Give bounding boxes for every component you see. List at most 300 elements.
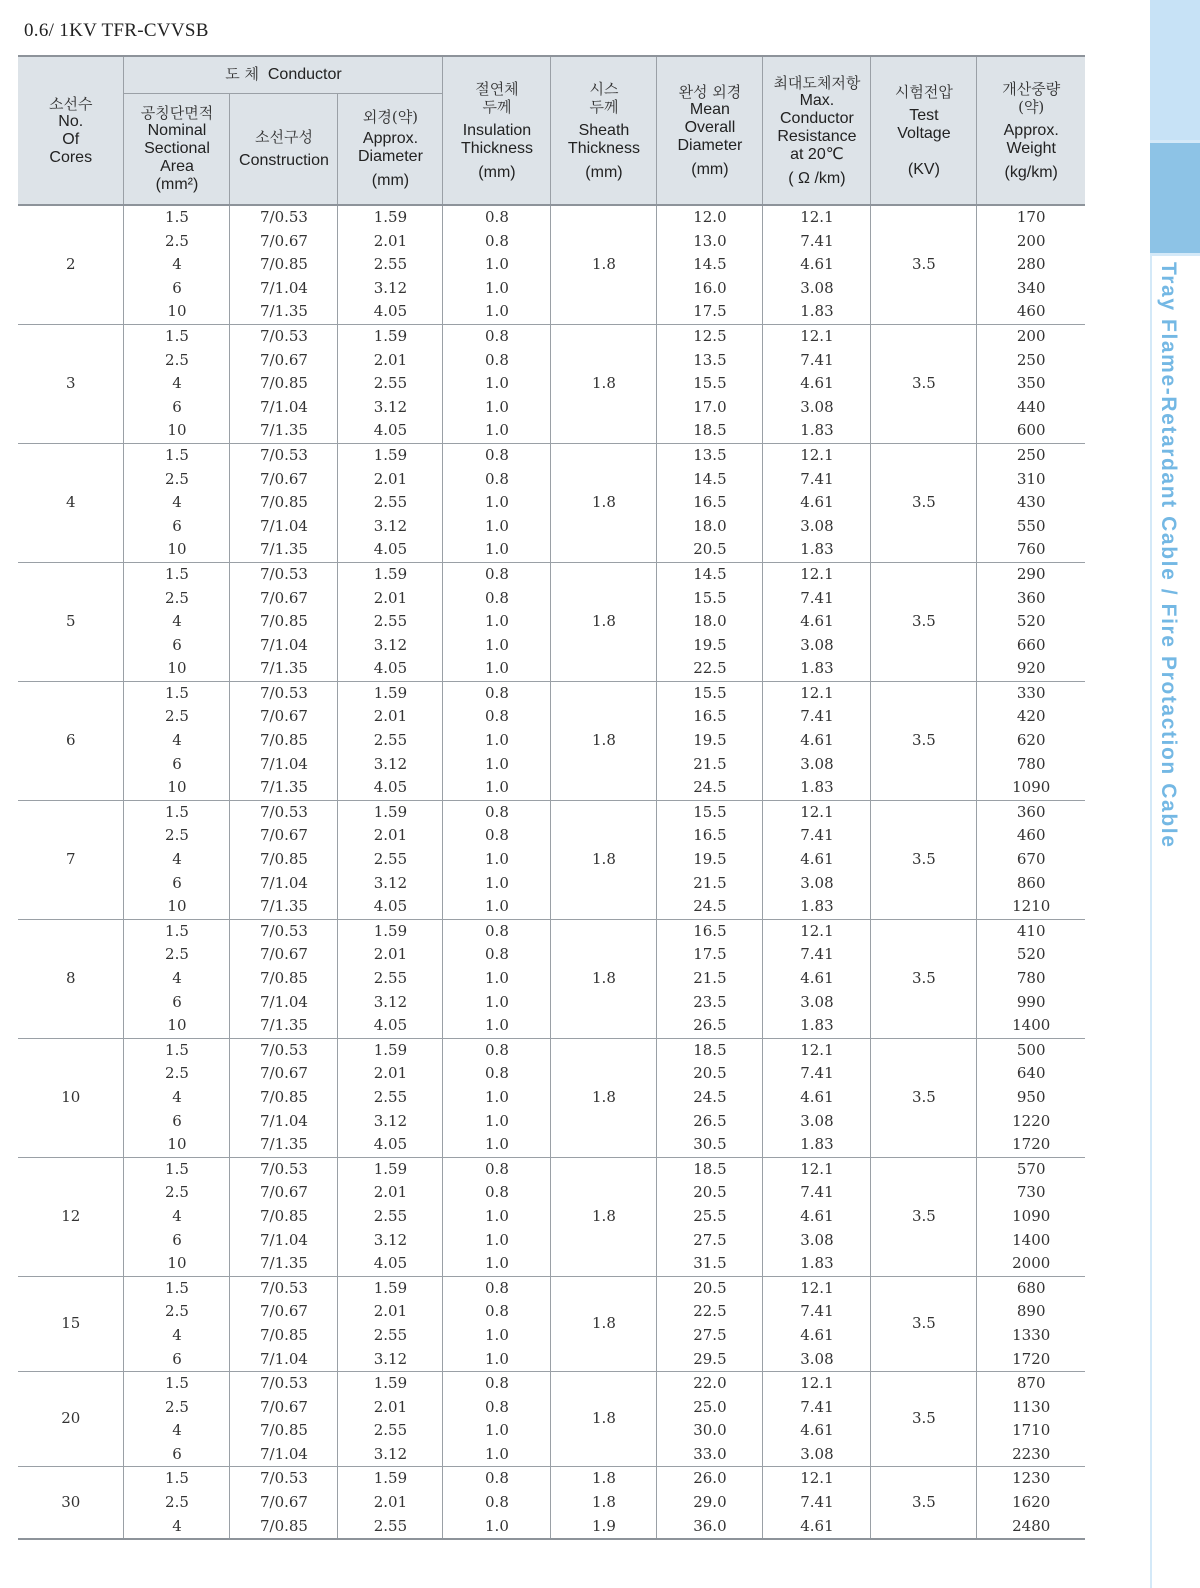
cell-test-voltage: 3.5: [871, 324, 977, 443]
cell-resistance: 4.61: [763, 1205, 871, 1229]
cell-test-voltage: 3.5: [871, 800, 977, 919]
cell-diameter: 3.12: [338, 1443, 443, 1467]
cell-overall-diameter: 17.5: [657, 300, 763, 324]
table-row: [18, 205, 1085, 230]
cell-weight: 460: [977, 824, 1085, 848]
cell-resistance: 1.83: [763, 1252, 871, 1276]
cell-construction: 7/0.67: [230, 230, 338, 254]
cell-weight: 1400: [977, 1014, 1085, 1038]
cell-test-voltage: 3.5: [871, 1467, 977, 1539]
cell-weight: 760: [977, 538, 1085, 562]
cell-cores: 20: [18, 1372, 124, 1467]
cell-construction: 7/1.04: [230, 991, 338, 1015]
cell-area: 4: [124, 967, 230, 991]
cell-resistance: 4.61: [763, 967, 871, 991]
cell-area: 10: [124, 776, 230, 800]
cell-overall-diameter: 16.5: [657, 824, 763, 848]
cell-weight: 520: [977, 943, 1085, 967]
cell-resistance: 3.08: [763, 991, 871, 1015]
cell-cores: 2: [18, 205, 124, 324]
cell-overall-diameter: 36.0: [657, 1515, 763, 1540]
cell-diameter: 3.12: [338, 515, 443, 539]
cell-weight: 680: [977, 1276, 1085, 1300]
cell-cores: 15: [18, 1276, 124, 1371]
cell-weight: 170: [977, 205, 1085, 230]
cell-insulation: 1.0: [443, 848, 551, 872]
cell-overall-diameter: 31.5: [657, 1252, 763, 1276]
cell-insulation: 1.0: [443, 277, 551, 301]
cell-insulation: 1.0: [443, 372, 551, 396]
cell-diameter: 4.05: [338, 300, 443, 324]
cell-area: 6: [124, 872, 230, 896]
cell-insulation: 0.8: [443, 681, 551, 705]
cell-insulation: 1.0: [443, 419, 551, 443]
cell-diameter: 2.01: [338, 1396, 443, 1420]
cell-weight: 410: [977, 919, 1085, 943]
cell-construction: 7/0.85: [230, 1086, 338, 1110]
cell-diameter: 1.59: [338, 1467, 443, 1491]
cell-construction: 7/1.04: [230, 1110, 338, 1134]
cell-insulation: 1.0: [443, 515, 551, 539]
cell-diameter: 2.01: [338, 1062, 443, 1086]
header-cores: 소선수 No. Of Cores: [18, 56, 124, 205]
cell-area: 1.5: [124, 800, 230, 824]
cell-diameter: 3.12: [338, 1229, 443, 1253]
cell-construction: 7/0.85: [230, 610, 338, 634]
cell-overall-diameter: 24.5: [657, 776, 763, 800]
cell-overall-diameter: 23.5: [657, 991, 763, 1015]
header-insulation: 절연체 두께 Insulation Thickness (mm): [443, 56, 551, 205]
cell-area: 1.5: [124, 562, 230, 586]
table-row: [18, 562, 1085, 586]
cell-cores: 8: [18, 919, 124, 1038]
cell-sheath: 1.8: [551, 800, 657, 919]
cell-resistance: 4.61: [763, 491, 871, 515]
cell-resistance: 12.1: [763, 1157, 871, 1181]
cell-overall-diameter: 24.5: [657, 1086, 763, 1110]
header-conductor: 도 체 Conductor: [124, 56, 443, 93]
cell-weight: 1210: [977, 895, 1085, 919]
cell-insulation: 0.8: [443, 468, 551, 492]
cell-construction: 7/0.67: [230, 1300, 338, 1324]
cell-diameter: 2.01: [338, 587, 443, 611]
cell-construction: 7/0.85: [230, 372, 338, 396]
cell-overall-diameter: 29.5: [657, 1348, 763, 1372]
cell-construction: 7/0.85: [230, 1324, 338, 1348]
cell-overall-diameter: 13.5: [657, 443, 763, 467]
side-title: Tray Flame-Retardant Cable / Fire Protaction Cable: [1157, 262, 1180, 849]
cell-insulation: 1.0: [443, 1443, 551, 1467]
cell-weight: 460: [977, 300, 1085, 324]
cell-diameter: 4.05: [338, 1252, 443, 1276]
cell-construction: 7/0.67: [230, 1062, 338, 1086]
cell-sheath: 1.8: [551, 1276, 657, 1371]
cell-weight: 200: [977, 324, 1085, 348]
cell-weight: 780: [977, 967, 1085, 991]
cell-diameter: 4.05: [338, 776, 443, 800]
cell-sheath: 1.8: [551, 1491, 657, 1515]
cell-weight: 1400: [977, 1229, 1085, 1253]
cell-sheath: 1.8: [551, 443, 657, 562]
cell-weight: 500: [977, 1038, 1085, 1062]
cell-construction: 7/1.35: [230, 419, 338, 443]
cell-overall-diameter: 22.5: [657, 1300, 763, 1324]
cell-sheath: 1.9: [551, 1515, 657, 1540]
cell-construction: 7/1.04: [230, 396, 338, 420]
cell-diameter: 2.55: [338, 1324, 443, 1348]
cell-insulation: 1.0: [443, 1515, 551, 1540]
cell-insulation: 1.0: [443, 991, 551, 1015]
cell-construction: 7/1.04: [230, 872, 338, 896]
cell-area: 4: [124, 610, 230, 634]
cell-overall-diameter: 22.5: [657, 657, 763, 681]
cell-area: 1.5: [124, 443, 230, 467]
header-area: 공칭단면적 Nominal Sectional Area (mm²): [124, 93, 230, 205]
cell-insulation: 1.0: [443, 1014, 551, 1038]
cell-area: 6: [124, 753, 230, 777]
cell-insulation: 0.8: [443, 1372, 551, 1396]
cell-insulation: 0.8: [443, 824, 551, 848]
cell-overall-diameter: 19.5: [657, 634, 763, 658]
cell-construction: 7/1.35: [230, 895, 338, 919]
cell-diameter: 2.01: [338, 1181, 443, 1205]
cell-weight: 350: [977, 372, 1085, 396]
cell-construction: 7/0.85: [230, 848, 338, 872]
cell-construction: 7/0.53: [230, 443, 338, 467]
cell-overall-diameter: 15.5: [657, 681, 763, 705]
cell-insulation: 0.8: [443, 324, 551, 348]
cell-sheath: 1.8: [551, 919, 657, 1038]
cell-resistance: 1.83: [763, 1133, 871, 1157]
cell-weight: 990: [977, 991, 1085, 1015]
cell-area: 10: [124, 1133, 230, 1157]
cell-construction: 7/0.53: [230, 205, 338, 230]
cell-overall-diameter: 27.5: [657, 1324, 763, 1348]
cell-diameter: 2.55: [338, 848, 443, 872]
cell-construction: 7/1.04: [230, 634, 338, 658]
cell-insulation: 1.0: [443, 1348, 551, 1372]
cell-diameter: 4.05: [338, 895, 443, 919]
cell-area: 2.5: [124, 1181, 230, 1205]
cell-area: 6: [124, 1110, 230, 1134]
cell-resistance: 1.83: [763, 419, 871, 443]
page-title: 0.6/ 1KV TFR-CVVSB: [24, 20, 209, 41]
cell-insulation: 0.8: [443, 1062, 551, 1086]
cell-overall-diameter: 18.5: [657, 1157, 763, 1181]
cell-diameter: 1.59: [338, 1372, 443, 1396]
cell-weight: 730: [977, 1181, 1085, 1205]
cell-resistance: 7.41: [763, 230, 871, 254]
cell-construction: 7/1.35: [230, 1133, 338, 1157]
cell-insulation: 0.8: [443, 1157, 551, 1181]
spec-table-body: [18, 205, 1085, 1539]
cell-weight: 310: [977, 468, 1085, 492]
cell-sheath: 1.8: [551, 1038, 657, 1157]
cell-overall-diameter: 13.0: [657, 230, 763, 254]
cell-insulation: 1.0: [443, 538, 551, 562]
header-sheath: 시스 두께 Sheath Thickness (mm): [551, 56, 657, 205]
cell-area: 4: [124, 1515, 230, 1540]
cell-weight: 570: [977, 1157, 1085, 1181]
cell-resistance: 12.1: [763, 1372, 871, 1396]
cell-resistance: 3.08: [763, 1110, 871, 1134]
header-diameter: 외경(약) Approx. Diameter (mm): [338, 93, 443, 205]
cell-cores: 30: [18, 1467, 124, 1539]
cell-weight: 870: [977, 1372, 1085, 1396]
cell-overall-diameter: 13.5: [657, 349, 763, 373]
cell-overall-diameter: 26.0: [657, 1467, 763, 1491]
cell-resistance: 4.61: [763, 372, 871, 396]
cell-overall-diameter: 17.5: [657, 943, 763, 967]
cell-overall-diameter: 25.0: [657, 1396, 763, 1420]
cell-overall-diameter: 16.5: [657, 491, 763, 515]
cell-construction: 7/0.53: [230, 1038, 338, 1062]
cell-insulation: 1.0: [443, 657, 551, 681]
cell-area: 4: [124, 1086, 230, 1110]
cell-area: 10: [124, 300, 230, 324]
cell-construction: 7/0.67: [230, 1181, 338, 1205]
cell-construction: 7/0.85: [230, 967, 338, 991]
cell-diameter: 1.59: [338, 1157, 443, 1181]
cell-weight: 200: [977, 230, 1085, 254]
cell-overall-diameter: 22.0: [657, 1372, 763, 1396]
cell-overall-diameter: 17.0: [657, 396, 763, 420]
cell-test-voltage: 3.5: [871, 205, 977, 324]
cell-resistance: 3.08: [763, 1229, 871, 1253]
cell-overall-diameter: 27.5: [657, 1229, 763, 1253]
cell-overall-diameter: 14.5: [657, 468, 763, 492]
cell-construction: 7/1.04: [230, 753, 338, 777]
cell-construction: 7/1.04: [230, 277, 338, 301]
cell-construction: 7/0.53: [230, 1467, 338, 1491]
cell-sheath: 1.8: [551, 205, 657, 324]
cell-resistance: 1.83: [763, 538, 871, 562]
cell-construction: 7/0.53: [230, 324, 338, 348]
cell-insulation: 1.0: [443, 634, 551, 658]
cell-diameter: 1.59: [338, 562, 443, 586]
cell-weight: 1090: [977, 776, 1085, 800]
cell-overall-diameter: 14.5: [657, 562, 763, 586]
cell-resistance: 7.41: [763, 1300, 871, 1324]
cell-resistance: 12.1: [763, 205, 871, 230]
cell-diameter: 2.55: [338, 967, 443, 991]
cell-overall-diameter: 18.0: [657, 610, 763, 634]
side-tab-top: [1150, 0, 1200, 140]
cell-overall-diameter: 29.0: [657, 1491, 763, 1515]
cell-construction: 7/0.67: [230, 824, 338, 848]
cell-sheath: 1.8: [551, 324, 657, 443]
cell-overall-diameter: 20.5: [657, 1276, 763, 1300]
cell-diameter: 2.55: [338, 610, 443, 634]
cell-resistance: 3.08: [763, 396, 871, 420]
cell-area: 4: [124, 491, 230, 515]
cell-weight: 2230: [977, 1443, 1085, 1467]
cell-diameter: 2.01: [338, 349, 443, 373]
cell-resistance: 12.1: [763, 681, 871, 705]
cell-area: 4: [124, 1205, 230, 1229]
cell-insulation: 1.0: [443, 753, 551, 777]
cell-resistance: 3.08: [763, 277, 871, 301]
cell-diameter: 4.05: [338, 538, 443, 562]
cell-overall-diameter: 20.5: [657, 1181, 763, 1205]
cell-sheath: 1.8: [551, 1467, 657, 1491]
cell-overall-diameter: 18.5: [657, 1038, 763, 1062]
cell-construction: 7/1.04: [230, 1348, 338, 1372]
cell-weight: 330: [977, 681, 1085, 705]
cell-construction: 7/1.35: [230, 300, 338, 324]
cell-test-voltage: 3.5: [871, 562, 977, 681]
cell-diameter: 2.55: [338, 1515, 443, 1540]
cell-overall-diameter: 12.5: [657, 324, 763, 348]
cell-test-voltage: 3.5: [871, 681, 977, 800]
cell-weight: 890: [977, 1300, 1085, 1324]
cell-resistance: 1.83: [763, 776, 871, 800]
cell-resistance: 7.41: [763, 1062, 871, 1086]
cell-diameter: 2.55: [338, 1205, 443, 1229]
cell-overall-diameter: 21.5: [657, 753, 763, 777]
cell-weight: 360: [977, 800, 1085, 824]
cell-resistance: 4.61: [763, 1515, 871, 1540]
cell-weight: 950: [977, 1086, 1085, 1110]
cell-resistance: 4.61: [763, 1324, 871, 1348]
cell-area: 1.5: [124, 1157, 230, 1181]
cell-insulation: 1.0: [443, 1419, 551, 1443]
cell-diameter: 3.12: [338, 1110, 443, 1134]
table-row: [18, 324, 1085, 348]
cell-weight: 920: [977, 657, 1085, 681]
cell-area: 1.5: [124, 1276, 230, 1300]
cell-construction: 7/0.53: [230, 562, 338, 586]
cell-weight: 290: [977, 562, 1085, 586]
cell-weight: 520: [977, 610, 1085, 634]
cell-diameter: 2.55: [338, 372, 443, 396]
cell-resistance: 4.61: [763, 610, 871, 634]
cell-diameter: 1.59: [338, 443, 443, 467]
cell-overall-diameter: 15.5: [657, 587, 763, 611]
cell-insulation: 0.8: [443, 1276, 551, 1300]
cell-construction: 7/1.35: [230, 1252, 338, 1276]
cell-overall-diameter: 30.0: [657, 1419, 763, 1443]
cell-overall-diameter: 16.5: [657, 919, 763, 943]
cell-resistance: 7.41: [763, 349, 871, 373]
cell-insulation: 1.0: [443, 253, 551, 277]
cell-weight: 1220: [977, 1110, 1085, 1134]
cell-area: 2.5: [124, 943, 230, 967]
cell-overall-diameter: 30.5: [657, 1133, 763, 1157]
cell-area: 6: [124, 634, 230, 658]
cell-insulation: 0.8: [443, 1491, 551, 1515]
cell-insulation: 1.0: [443, 872, 551, 896]
cell-overall-diameter: 25.5: [657, 1205, 763, 1229]
cell-insulation: 0.8: [443, 587, 551, 611]
cell-insulation: 1.0: [443, 776, 551, 800]
cell-area: 2.5: [124, 230, 230, 254]
cell-weight: 1230: [977, 1467, 1085, 1491]
cell-resistance: 4.61: [763, 729, 871, 753]
cell-insulation: 1.0: [443, 1133, 551, 1157]
header-resistance: 최대도체저항 Max. Conductor Resistance at 20℃ ( Ω /km): [763, 56, 871, 205]
cell-resistance: 4.61: [763, 1419, 871, 1443]
cell-construction: 7/0.53: [230, 681, 338, 705]
table-row: [18, 919, 1085, 943]
cell-insulation: 0.8: [443, 943, 551, 967]
cell-area: 10: [124, 657, 230, 681]
cell-area: 4: [124, 848, 230, 872]
header-overall-diameter: 완성 외경 Mean Overall Diameter (mm): [657, 56, 763, 205]
cell-diameter: 1.59: [338, 1038, 443, 1062]
cell-resistance: 12.1: [763, 562, 871, 586]
cell-insulation: 1.0: [443, 1229, 551, 1253]
cell-overall-diameter: 16.0: [657, 277, 763, 301]
cell-diameter: 4.05: [338, 657, 443, 681]
cell-construction: 7/0.67: [230, 587, 338, 611]
cell-insulation: 1.0: [443, 1086, 551, 1110]
cell-construction: 7/1.04: [230, 1229, 338, 1253]
cell-construction: 7/0.53: [230, 1372, 338, 1396]
cell-area: 6: [124, 277, 230, 301]
cell-weight: 1090: [977, 1205, 1085, 1229]
cell-construction: 7/0.85: [230, 1205, 338, 1229]
cell-resistance: 12.1: [763, 1276, 871, 1300]
cell-area: 4: [124, 1324, 230, 1348]
cell-weight: 670: [977, 848, 1085, 872]
cell-diameter: 1.59: [338, 205, 443, 230]
cell-diameter: 2.01: [338, 824, 443, 848]
cell-resistance: 12.1: [763, 324, 871, 348]
cell-insulation: 1.0: [443, 1205, 551, 1229]
cell-area: 10: [124, 419, 230, 443]
cell-sheath: 1.8: [551, 1372, 657, 1467]
cell-overall-diameter: 12.0: [657, 205, 763, 230]
cell-resistance: 3.08: [763, 515, 871, 539]
cell-resistance: 3.08: [763, 1443, 871, 1467]
cell-area: 2.5: [124, 1300, 230, 1324]
cell-area: 6: [124, 1229, 230, 1253]
cell-weight: 440: [977, 396, 1085, 420]
cell-overall-diameter: 21.5: [657, 872, 763, 896]
cell-diameter: 2.55: [338, 1086, 443, 1110]
cell-resistance: 4.61: [763, 253, 871, 277]
cell-area: 2.5: [124, 1491, 230, 1515]
table-row: [18, 1276, 1085, 1300]
cell-insulation: 0.8: [443, 800, 551, 824]
cell-overall-diameter: 26.5: [657, 1110, 763, 1134]
cell-cores: 6: [18, 681, 124, 800]
cell-insulation: 1.0: [443, 729, 551, 753]
cell-insulation: 1.0: [443, 491, 551, 515]
table-row: [18, 1372, 1085, 1396]
cell-weight: 550: [977, 515, 1085, 539]
cell-cores: 10: [18, 1038, 124, 1157]
cell-weight: 250: [977, 349, 1085, 373]
cell-area: 1.5: [124, 1038, 230, 1062]
cell-resistance: 1.83: [763, 895, 871, 919]
cell-test-voltage: 3.5: [871, 1038, 977, 1157]
cell-diameter: 2.01: [338, 468, 443, 492]
cell-area: 4: [124, 253, 230, 277]
cell-resistance: 1.83: [763, 300, 871, 324]
cell-insulation: 0.8: [443, 1396, 551, 1420]
cell-weight: 420: [977, 705, 1085, 729]
table-row: [18, 1467, 1085, 1491]
cell-resistance: 7.41: [763, 1181, 871, 1205]
cell-weight: 620: [977, 729, 1085, 753]
cell-insulation: 1.0: [443, 1324, 551, 1348]
cell-test-voltage: 3.5: [871, 1372, 977, 1467]
cell-resistance: 4.61: [763, 1086, 871, 1110]
cell-construction: 7/0.67: [230, 943, 338, 967]
cell-weight: 360: [977, 587, 1085, 611]
